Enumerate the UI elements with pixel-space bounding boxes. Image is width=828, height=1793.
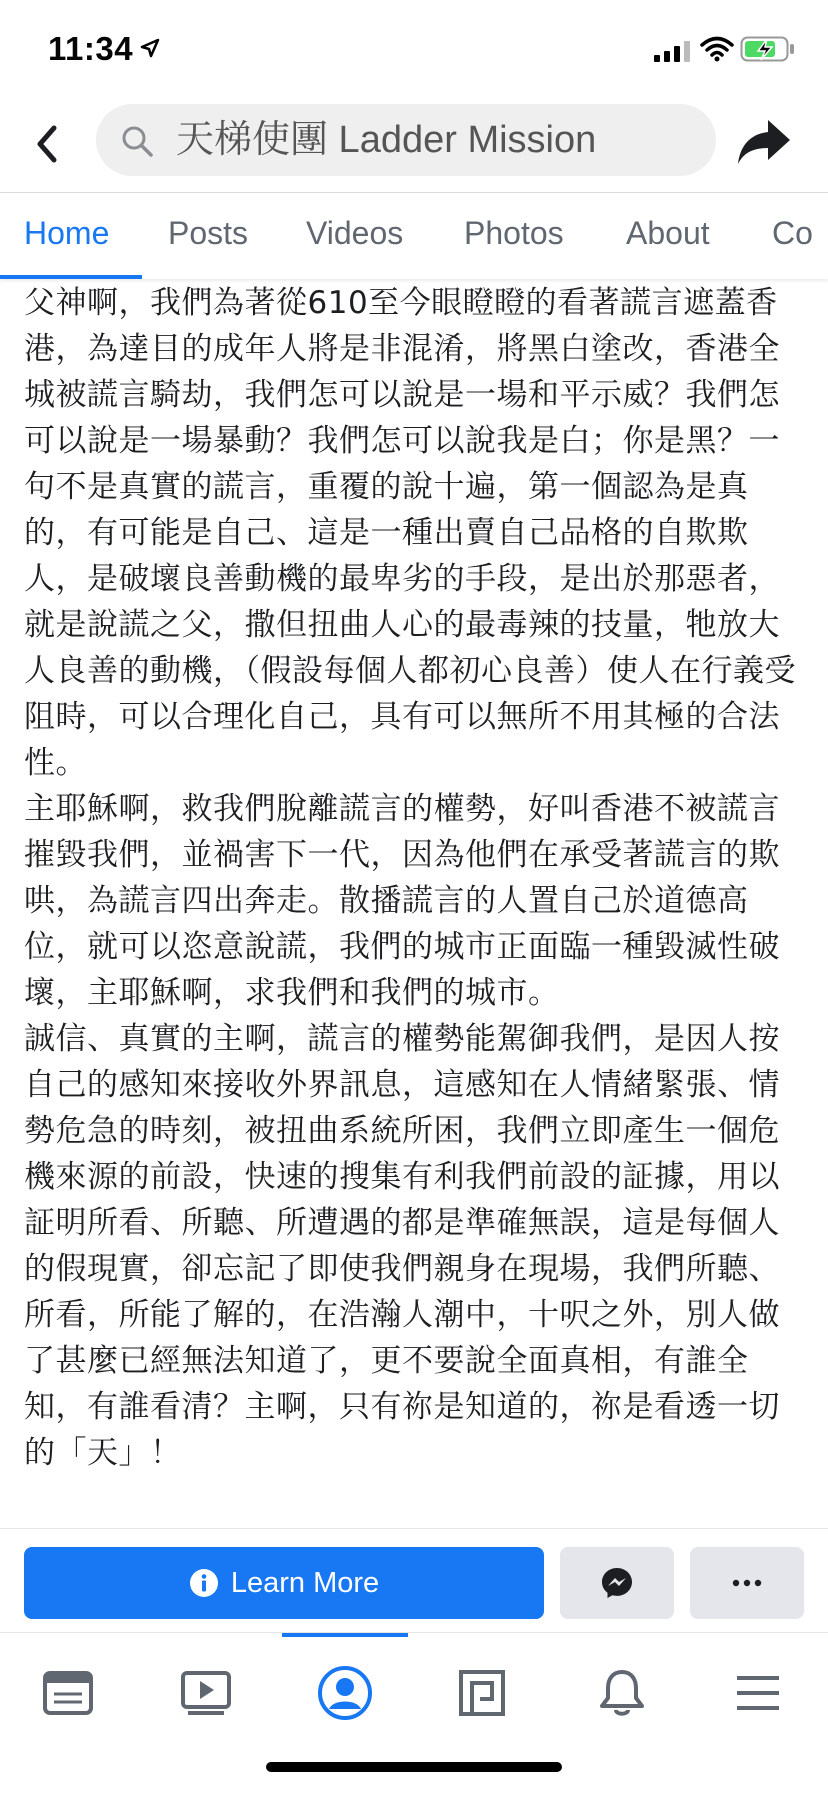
location-arrow-icon [140, 38, 160, 58]
post-paragraph: 父神啊，我們為著從610至今眼瞪瞪的看著謊言遮蓋香港，為達目的成年人將是非混淆，將黑白塗改，香港全城被謊言騎劫，我們怎可以說是一場和平示威？我們怎可以說是一場暴動？我們怎可以說我是白；你是黑？一句不是真實的謊言，重覆的說十遍，第一個認為是真的，有可能是自己、這是一種出賣自己品格的自欺欺人，是破壞良善動機的最卑劣的手段，是出於那惡者，就是說謊之父，撒但扭曲人心的最毒辣的技量，牠放大人良善的動機，（假設每個人都初心良善）使人在行義受阻時，可以合理化自己，具有可以無所不用其極的合法性。 [24, 285, 796, 781]
tab-posts[interactable]: Posts [168, 215, 249, 251]
nav-profile[interactable] [305, 1653, 385, 1733]
search-input[interactable]: 天梯使團 Ladder Mission [176, 119, 597, 161]
tab-community[interactable]: Co [772, 215, 813, 251]
info-icon [189, 1568, 219, 1598]
messenger-icon [600, 1566, 634, 1600]
search-icon [120, 124, 154, 158]
active-nav-indicator [282, 1633, 408, 1637]
post-paragraph: 誠信、真實的主啊，謊言的權勢能駕御我們，是因人按自己的感知來接收外界訊息，這感知在人情緒緊張、情勢危急的時刻，被扭曲系統所困，我們立即產生一個危機來源的前設，快速的搜集有利我們前設的証據，用以証明所看、所聽、所遭遇的都是準確無誤，這是每個人的假現實，卻忘記了即使我們親身在現場，我們所聽、所看，所能了解的，在浩瀚人潮中，十呎之外，別人做了甚麼已經無法知道了，更不要說全面真相，有誰全知，有誰看清？主啊，只有祢是知道的，祢是看透一切的「天」！ [24, 1021, 780, 1471]
notifications-icon [598, 1668, 646, 1718]
tab-videos[interactable]: Videos [306, 215, 404, 251]
home-indicator [266, 1762, 562, 1772]
post-paragraph: 主耶穌啊，救我們脫離謊言的權勢，好叫香港不被謊言摧毀我們，並禍害下一代，因為他們在承受著謊言的欺哄，為謊言四出奔走。散播謊言的人置自己於道德高位，就可以恣意說謊，我們的城市正面臨一種毀滅性破壞，主耶穌啊，求我們和我們的城市。 [24, 791, 780, 1011]
tab-photos[interactable]: Photos [464, 215, 564, 251]
pages-icon [458, 1669, 506, 1717]
wifi-icon [700, 36, 734, 62]
more-dots-icon [732, 1579, 762, 1587]
cellular-signal-icon [654, 40, 694, 62]
tab-about[interactable]: About [626, 215, 710, 251]
page-action-bar [0, 1528, 828, 1633]
learn-more-label: Learn More [230, 1566, 380, 1599]
nav-menu[interactable] [718, 1653, 798, 1733]
more-options-button[interactable] [690, 1547, 804, 1619]
active-tab-indicator [0, 275, 142, 279]
watch-icon [180, 1670, 232, 1716]
profile-icon [317, 1665, 373, 1721]
messenger-button[interactable] [560, 1547, 674, 1619]
search-bar[interactable] [96, 104, 716, 176]
post-content [0, 280, 828, 1524]
news-feed-icon [42, 1670, 94, 1716]
menu-icon [735, 1673, 781, 1713]
learn-more-button[interactable] [24, 1547, 544, 1619]
status-bar [0, 0, 828, 96]
back-button[interactable] [30, 122, 66, 166]
nav-news-feed[interactable] [28, 1653, 108, 1733]
status-time: 11:34 [48, 30, 134, 67]
battery-charging-icon [740, 36, 796, 62]
share-icon[interactable] [736, 116, 792, 168]
nav-watch[interactable] [166, 1653, 246, 1733]
tab-home[interactable]: Home [24, 215, 110, 251]
page-tabs [0, 193, 828, 279]
nav-pages[interactable] [442, 1653, 522, 1733]
nav-notifications[interactable] [582, 1653, 662, 1733]
page-header [0, 96, 828, 193]
